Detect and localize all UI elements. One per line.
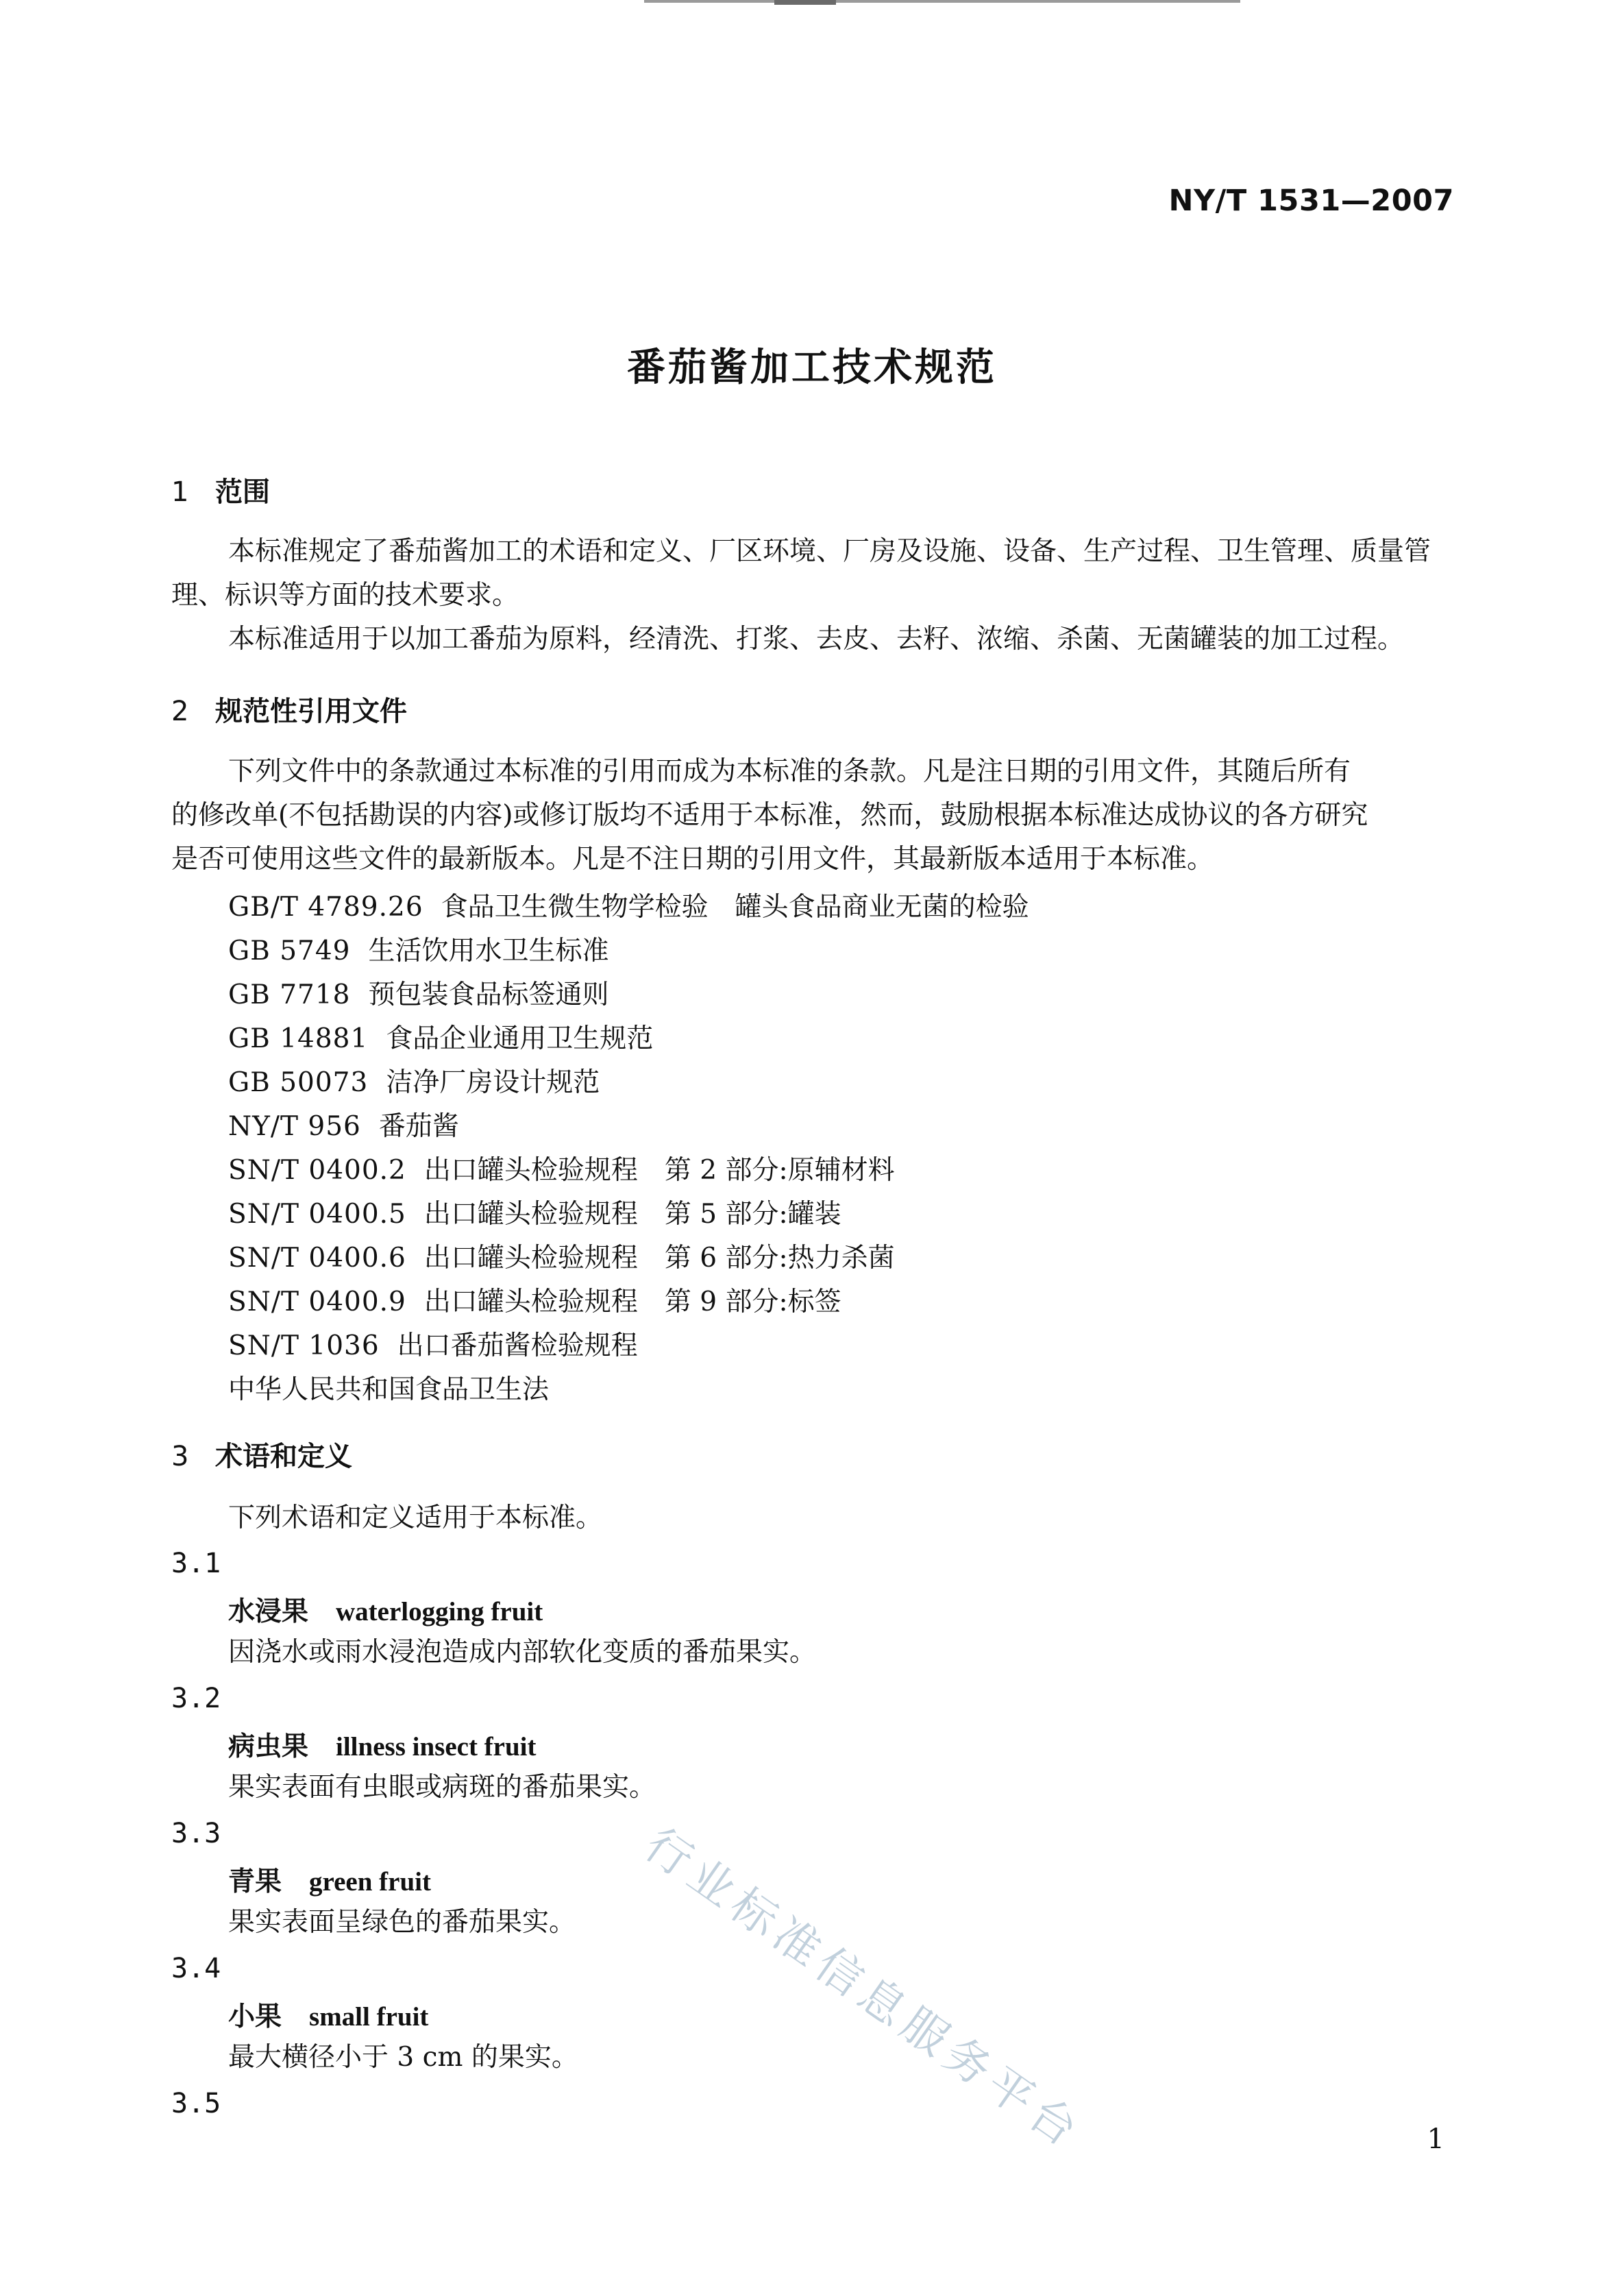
clause-number: 3.2 [171,1683,221,1714]
s3-intro: 下列术语和定义适用于本标准。 [228,1502,603,1533]
section-1-heading [171,470,270,509]
section-number: 1 [171,476,189,508]
term-definition: 最大横径小于 3 cm 的果实。 [228,2042,578,2073]
reference-item: GB/T 4789.26 食品卫生微生物学检验 罐头食品商业无菌的检验 [228,892,1029,923]
clause-number: 3.5 [171,2088,221,2119]
reference-item: GB 50073 洁净厂房设计规范 [228,1067,600,1098]
reference-item: SN/T 0400.5 出口罐头检验规程 第 5 部分:罐装 [228,1199,841,1230]
reference-item: GB 7718 预包装食品标签通则 [228,979,609,1010]
s2-para-line1: 下列文件中的条款通过本标准的引用而成为本标准的条款。凡是注日期的引用文件，其随后所有 [228,756,1351,787]
s2-para-line3: 是否可使用这些文件的最新版本。凡是不注日期的引用文件，其最新版本适用于本标准。 [171,844,1214,875]
section-3-heading [171,1435,352,1474]
section-title: 范围 [215,476,270,508]
section-title: 规范性引用文件 [215,696,407,727]
reference-law: 中华人民共和国食品卫生法 [228,1374,550,1405]
section-number: 2 [171,696,189,727]
reference-item: SN/T 1036 出口番茄酱检验规程 [228,1330,638,1361]
standard-code: NY/T 1531—2007 [1168,184,1454,218]
reference-item: GB 14881 食品企业通用卫生规范 [228,1023,654,1054]
page-number: 1 [1427,2123,1444,2155]
reference-item: NY/T 956 番茄酱 [228,1111,459,1142]
watermark: 行业标准信息服务平台 [635,1818,1092,2160]
section-number: 3 [171,1441,189,1472]
term-heading: 小果 small fruit [228,2001,429,2032]
s1-para1-line2: 理、标识等方面的技术要求。 [171,580,519,611]
term-heading: 水浸果 waterlogging fruit [228,1596,543,1627]
clause-number: 3.3 [171,1818,221,1849]
section-2-heading [171,690,407,729]
section-title: 术语和定义 [215,1441,352,1472]
top-rule [644,0,1240,3]
clause-number: 3.4 [171,1953,221,1984]
term-definition: 因浇水或雨水浸泡造成内部软化变质的番茄果实。 [228,1637,817,1668]
s2-para-line2: 的修改单(不包括勘误的内容)或修订版均不适用于本标准，然而，鼓励根据本标准达成协议的各方研究 [171,800,1368,831]
reference-item: SN/T 0400.9 出口罐头检验规程 第 9 部分:标签 [228,1287,841,1317]
term-definition: 果实表面有虫眼或病斑的番茄果实。 [228,1772,656,1803]
document-title: 番茄酱加工技术规范 [627,345,997,390]
reference-item: GB 5749 生活饮用水卫生标准 [228,936,609,966]
clause-number: 3.1 [171,1548,221,1579]
s1-para2: 本标准适用于以加工番茄为原料，经清洗、打浆、去皮、去籽、浓缩、杀菌、无菌罐装的加工过程。 [228,624,1405,655]
reference-item: SN/T 0400.2 出口罐头检验规程 第 2 部分:原辅材料 [228,1155,895,1186]
top-rule-mark [774,0,836,5]
s1-para1-line1: 本标准规定了番茄酱加工的术语和定义、厂区环境、厂房及设施、设备、生产过程、卫生管理、质量管 [228,536,1431,567]
term-definition: 果实表面呈绿色的番茄果实。 [228,1907,576,1938]
term-heading: 青果 green fruit [228,1866,431,1897]
reference-item: SN/T 0400.6 出口罐头检验规程 第 6 部分:热力杀菌 [228,1243,895,1274]
term-heading: 病虫果 illness insect fruit [228,1731,537,1762]
